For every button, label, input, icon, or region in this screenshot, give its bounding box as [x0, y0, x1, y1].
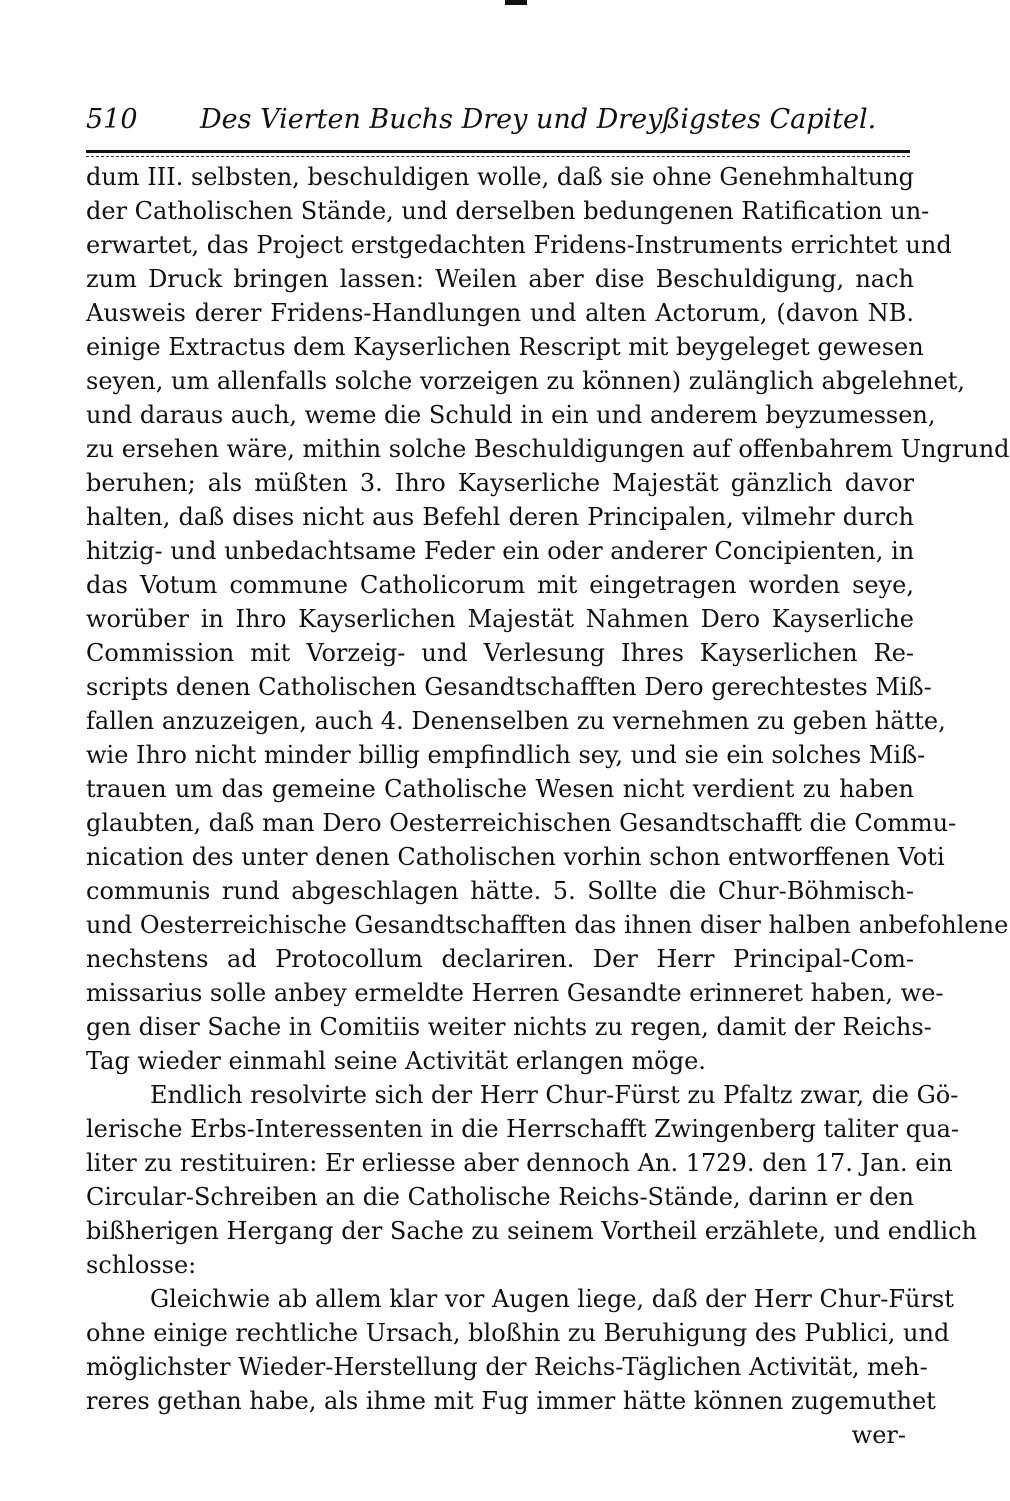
text-line: beruhen; als müßten 3. Ihro Kayserliche Majestät gänzlich davor [86, 469, 914, 497]
text-line: und Oesterreichische Gesandtschafften das ihnen diser halben anbefohlene [86, 911, 1009, 939]
text-line: glaubten, daß man Dero Oesterreichischen Gesandtschafft die Commu- [86, 809, 957, 837]
page-number: 510 [86, 104, 138, 135]
text-line: erwartet, das Project erstgedachten Fridens-Instruments errichtet und [86, 231, 952, 259]
text-line: zum Druck bringen lassen: Weilen aber dise Beschuldigung, nach [86, 265, 914, 293]
text-line: Commission mit Vorzeig- und Verlesung Ihres Kayserlichen Re- [86, 639, 914, 667]
top-edge-mark [505, 0, 527, 5]
text-line: halten, daß dises nicht aus Befehl deren Principalen, vilmehr durch [86, 503, 914, 531]
text-line: communis rund abgeschlagen hätte. 5. Sollte die Chur-Böhmisch- [86, 877, 914, 905]
text-line: gen diser Sache in Comitiis weiter nichts zu regen, damit der Reichs- [86, 1013, 932, 1041]
text-line: ohne einige rechtliche Ursach, bloßhin zu Beruhigung des Publici, und [86, 1319, 950, 1347]
text-line: reres gethan habe, als ihme mit Fug immer hätte können zugemuthet [86, 1387, 936, 1415]
text-line: einige Extractus dem Kayserlichen Rescript mit beygeleget gewesen [86, 333, 924, 361]
header-rule [86, 150, 910, 153]
text-line: wie Ihro nicht minder billig empfindlich sey, und sie ein solches Miß- [86, 741, 926, 769]
text-line: der Catholischen Stände, und derselben bedungenen Ratification un- [86, 197, 930, 225]
text-line: Tag wieder einmahl seine Activität erlangen möge. [86, 1047, 706, 1075]
catchword: wer- [851, 1421, 906, 1449]
text-line: Endlich resolvirte sich der Herr Chur-Fürst zu Pfaltz zwar, die Gö- [150, 1081, 959, 1109]
text-line: Ausweis derer Fridens-Handlungen und alten Actorum, (davon NB. [86, 299, 914, 327]
text-line: nication des unter denen Catholischen vorhin schon entworffenen Voti [86, 843, 945, 871]
text-line: worüber in Ihro Kayserlichen Majestät Nahmen Dero Kayserliche [86, 605, 914, 633]
text-line: bißherigen Hergang der Sache zu seinem Vortheil erzählete, und endlich [86, 1217, 977, 1245]
chapter-title: Des Vierten Buchs Drey und Dreyßigstes Capitel. [200, 104, 877, 135]
text-line: das Votum commune Catholicorum mit eingetragen worden seye, [86, 571, 914, 599]
text-line: nechstens ad Protocollum declariren. Der Herr Principal-Com- [86, 945, 914, 973]
text-line: missarius solle anbey ermeldte Herren Gesandte erinneret haben, we- [86, 979, 944, 1007]
text-line: möglichster Wieder-Herstellung der Reichs-Täglichen Activität, meh- [86, 1353, 928, 1381]
text-line: schlosse: [86, 1251, 197, 1279]
text-line: Circular-Schreiben an die Catholische Reichs-Stände, darinn er den [86, 1183, 914, 1211]
text-line: hitzig- und unbedachtsame Feder ein oder anderer Concipienten, in [86, 537, 915, 565]
text-line: lerische Erbs-Interessenten in die Herrschafft Zwingenberg taliter qua- [86, 1115, 959, 1143]
text-line: Gleichwie ab allem klar vor Augen liege, daß der Herr Chur-Fürst [150, 1285, 954, 1313]
text-line: zu ersehen wäre, mithin solche Beschuldigungen auf offenbahrem Ungrund [86, 435, 1010, 463]
text-line: und daraus auch, weme die Schuld in ein und anderem beyzumessen, [86, 401, 936, 429]
text-line: dum III. selbsten, beschuldigen wolle, daß sie ohne Genehmhaltung [86, 163, 914, 191]
text-line: fallen anzuzeigen, auch 4. Denenselben zu vernehmen zu geben hätte, [86, 707, 946, 735]
text-line: scripts denen Catholischen Gesandtschafften Dero gerechtestes Miß- [86, 673, 932, 701]
text-line: trauen um das gemeine Catholische Wesen nicht verdient zu haben [86, 775, 914, 803]
text-line: seyen, um allenfalls solche vorzeigen zu können) zulänglich abgelehnet, [86, 367, 966, 395]
running-head [82, 98, 922, 142]
text-line: liter zu restituiren: Er erliesse aber dennoch An. 1729. den 17. Jan. ein [86, 1149, 953, 1177]
